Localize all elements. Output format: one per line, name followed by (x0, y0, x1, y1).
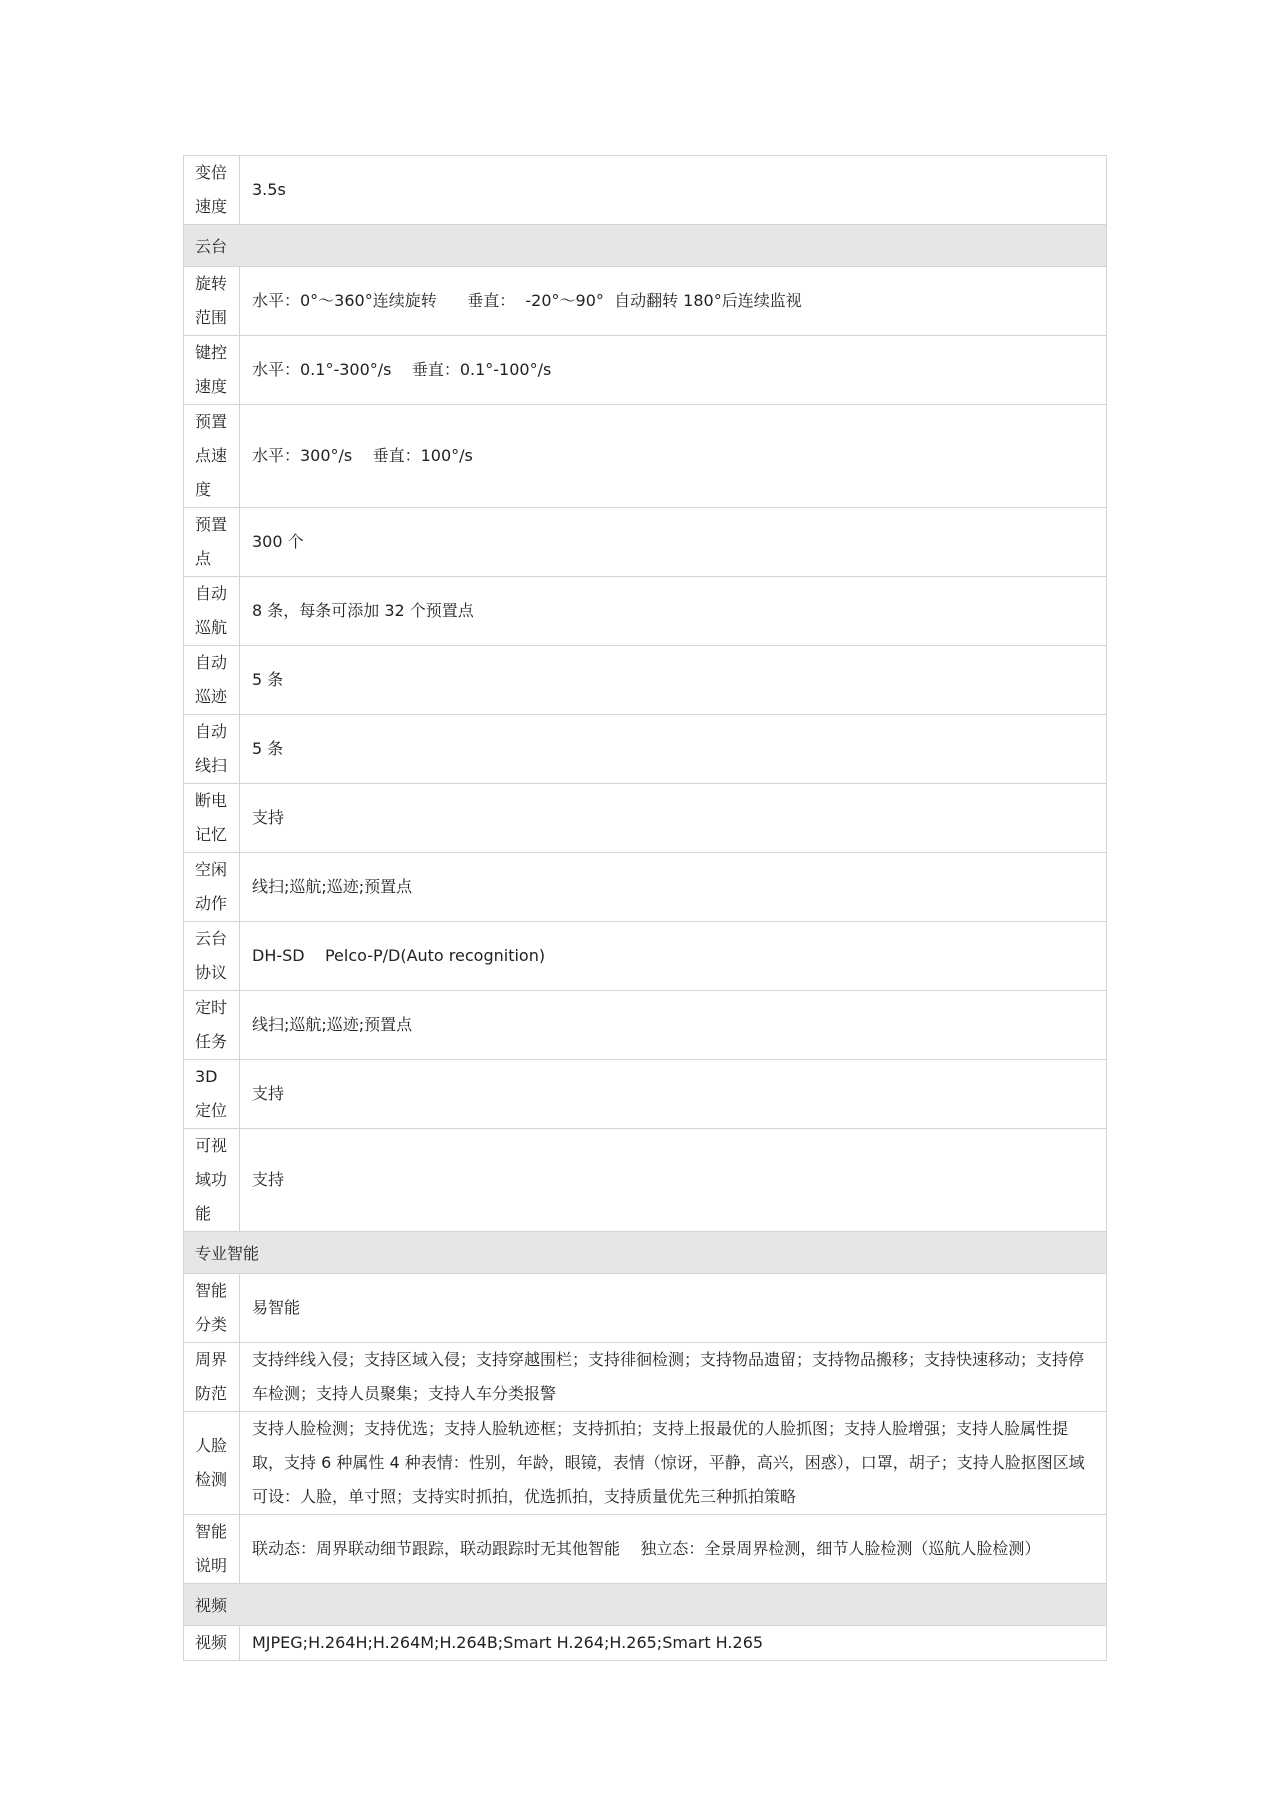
section-title: 云台 (184, 225, 1107, 267)
spec-row (184, 646, 1107, 715)
spec-label-line: 自动 (195, 653, 228, 672)
spec-label-line: 检测 (195, 1470, 228, 1489)
spec-label-line: 旋转 (195, 274, 228, 293)
spec-row (184, 267, 1107, 336)
spec-value: 联动态：周界联动细节跟踪，联动跟踪时无其他智能 独立态：全景周界检测，细节人脸检测（巡航人脸检测） (240, 1515, 1107, 1584)
spec-label-line: 记忆 (195, 825, 228, 844)
spec-label (184, 1626, 240, 1661)
spec-label-line: 自动 (195, 584, 228, 603)
spec-label (184, 405, 240, 508)
spec-value: 支持 (240, 1129, 1107, 1232)
spec-value: 支持人脸检测；支持优选；支持人脸轨迹框；支持抓拍；支持上报最优的人脸抓图；支持人脸增强；支持人脸属性提取，支持 6 种属性 4 种表情：性别，年龄，眼镜，表情（惊讶，平静，高兴，困惑），口罩，胡子；支持人脸抠图区域可设：人脸，单寸照；支持实时抓拍，优选抓拍，支持质量优先三种抓拍策略 (240, 1412, 1107, 1515)
spec-label-line: 键控 (195, 343, 228, 362)
spec-value: 5 条 (240, 715, 1107, 784)
spec-value: 水平：0.1°-300°/s 垂直：0.1°-100°/s (240, 336, 1107, 405)
section-header-row (184, 1232, 1107, 1274)
section-header-row (184, 1584, 1107, 1626)
spec-label-line: 周界 (195, 1350, 228, 1369)
spec-label (184, 508, 240, 577)
spec-label (184, 784, 240, 853)
spec-value: MJPEG;H.264H;H.264M;H.264B;Smart H.264;H.265;Smart H.265 (240, 1626, 1107, 1661)
spec-label-line: 能 (195, 1204, 212, 1223)
spec-label (184, 853, 240, 922)
spec-row (184, 508, 1107, 577)
spec-row (184, 577, 1107, 646)
spec-value: 线扫;巡航;巡迹;预置点 (240, 853, 1107, 922)
spec-label (184, 1060, 240, 1129)
spec-row (184, 922, 1107, 991)
spec-label-line: 线扫 (195, 756, 228, 775)
spec-label (184, 1412, 240, 1515)
spec-label-line: 范围 (195, 308, 228, 327)
spec-label-line: 点 (195, 549, 212, 568)
spec-value: 3.5s (240, 156, 1107, 225)
spec-row (184, 991, 1107, 1060)
spec-label-line: 防范 (195, 1384, 228, 1403)
spec-row (184, 1343, 1107, 1412)
spec-label-line: 速度 (195, 377, 228, 396)
spec-label-line: 变倍 (195, 163, 228, 182)
spec-value: 300 个 (240, 508, 1107, 577)
spec-label-line: 点速 (195, 446, 228, 465)
spec-label-line: 度 (195, 480, 212, 499)
spec-label-line: 预置 (195, 515, 228, 534)
spec-row (184, 1515, 1107, 1584)
spec-row (184, 156, 1107, 225)
spec-row (184, 1412, 1107, 1515)
spec-label-line: 空闲 (195, 860, 228, 879)
spec-value: 水平：0°～360°连续旋转 垂直： -20°～90° 自动翻转 180°后连续监视 (240, 267, 1107, 336)
spec-label (184, 577, 240, 646)
spec-label (184, 267, 240, 336)
spec-label (184, 156, 240, 225)
spec-label (184, 1343, 240, 1412)
spec-label-line: 3D (195, 1067, 218, 1086)
spec-value: 易智能 (240, 1274, 1107, 1343)
spec-label-line: 任务 (195, 1032, 228, 1051)
spec-label (184, 646, 240, 715)
section-title: 专业智能 (184, 1232, 1107, 1274)
spec-value: 线扫;巡航;巡迹;预置点 (240, 991, 1107, 1060)
spec-label-line: 预置 (195, 412, 228, 431)
spec-table (183, 155, 1107, 1661)
spec-label-line: 分类 (195, 1315, 228, 1334)
spec-label-line: 自动 (195, 722, 228, 741)
spec-label-line: 定位 (195, 1101, 228, 1120)
spec-label (184, 991, 240, 1060)
spec-label-line: 域功 (195, 1170, 228, 1189)
spec-label-line: 可视 (195, 1136, 228, 1155)
spec-label-line: 智能 (195, 1281, 228, 1300)
spec-label (184, 922, 240, 991)
spec-row (184, 853, 1107, 922)
spec-table-body (184, 156, 1107, 1661)
spec-label-line: 协议 (195, 963, 228, 982)
spec-label-line: 视频 (195, 1633, 228, 1652)
spec-value: 支持 (240, 1060, 1107, 1129)
spec-row (184, 336, 1107, 405)
spec-label (184, 715, 240, 784)
spec-row (184, 1060, 1107, 1129)
spec-label (184, 1274, 240, 1343)
spec-value: 5 条 (240, 646, 1107, 715)
spec-label-line: 云台 (195, 929, 228, 948)
spec-label-line: 人脸 (195, 1436, 228, 1455)
spec-label-line: 说明 (195, 1556, 228, 1575)
spec-label-line: 定时 (195, 998, 228, 1017)
spec-label-line: 智能 (195, 1522, 228, 1541)
spec-label-line: 断电 (195, 791, 228, 810)
spec-value: 支持 (240, 784, 1107, 853)
spec-row (184, 784, 1107, 853)
spec-label-line: 动作 (195, 894, 228, 913)
spec-value: 支持绊线入侵；支持区域入侵；支持穿越围栏；支持徘徊检测；支持物品遗留；支持物品搬移；支持快速移动；支持停车检测；支持人员聚集；支持人车分类报警 (240, 1343, 1107, 1412)
spec-value: DH-SD Pelco-P/D(Auto recognition) (240, 922, 1107, 991)
spec-row (184, 1274, 1107, 1343)
spec-label (184, 1515, 240, 1584)
spec-label (184, 336, 240, 405)
section-title: 视频 (184, 1584, 1107, 1626)
spec-value: 8 条，每条可添加 32 个预置点 (240, 577, 1107, 646)
spec-row (184, 405, 1107, 508)
spec-row (184, 1626, 1107, 1661)
spec-label-line: 速度 (195, 197, 228, 216)
spec-row (184, 1129, 1107, 1232)
section-header-row (184, 225, 1107, 267)
spec-label-line: 巡航 (195, 618, 228, 637)
spec-label (184, 1129, 240, 1232)
spec-row (184, 715, 1107, 784)
spec-value: 水平：300°/s 垂直：100°/s (240, 405, 1107, 508)
spec-label-line: 巡迹 (195, 687, 228, 706)
